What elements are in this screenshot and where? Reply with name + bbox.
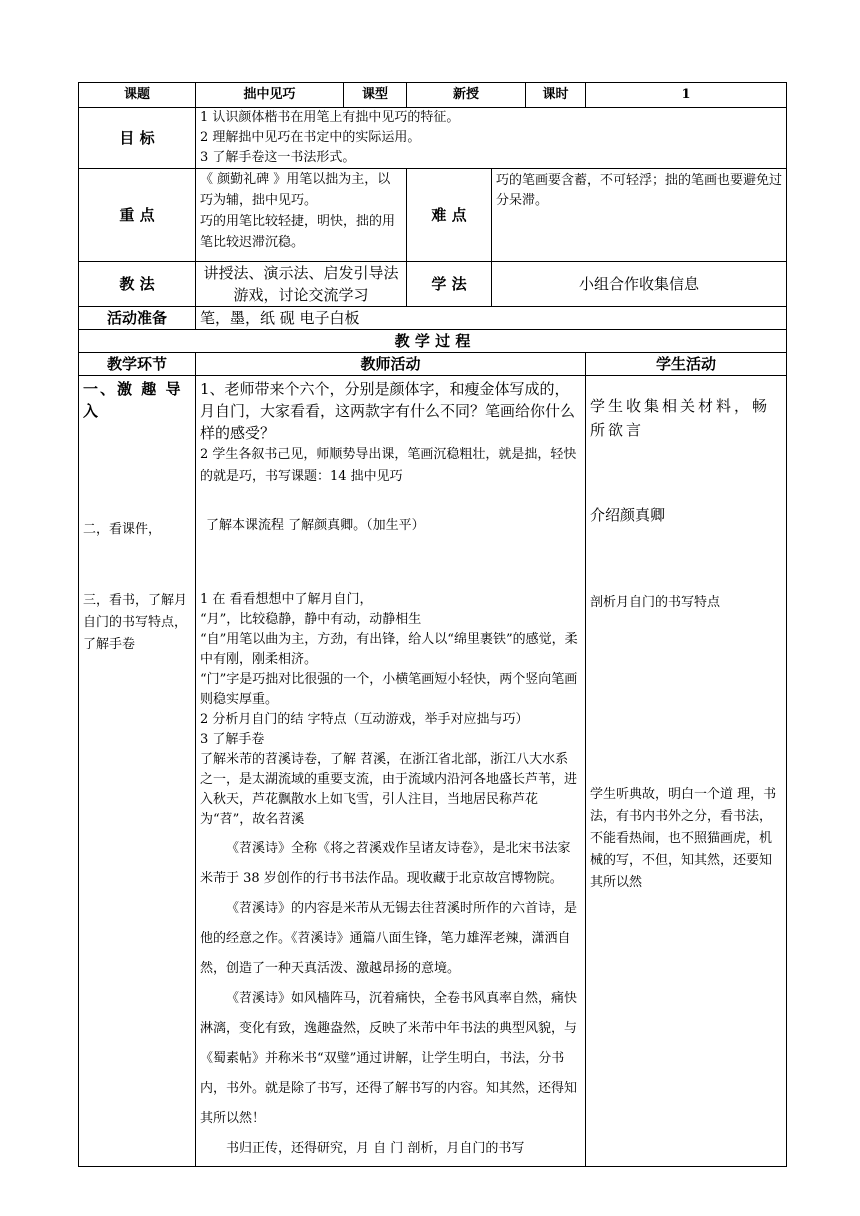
student-2: 介绍颜真卿 <box>590 506 666 524</box>
teacher-p12: 《苕溪诗》的内容是米芾从无锡去往苕溪时所作的六首诗，是他的经意之作。《苕溪诗》通篇八面生锋，笔力雄浑老辣，潇洒自然，创造了一种天真活泼、激越昂扬的意境。 <box>200 901 578 976</box>
topic-label: 课题 <box>79 83 196 108</box>
difficulty-label: 难 点 <box>407 169 492 262</box>
teacher-p1: 1、老师带来个六个，分别是颜体字，和瘦金体写成的，月自门，大家看看，这两款字有什么不同？笔画给你什么样的感受？ <box>200 380 576 442</box>
col-student: 学生活动 <box>586 353 787 376</box>
goals-label: 目 标 <box>79 108 196 169</box>
stage-3: 三，看书，了解月自门的书写特点，了解手卷 <box>83 593 188 652</box>
type-value: 新授 <box>407 83 526 108</box>
process-title: 教 学 过 程 <box>79 330 787 353</box>
hours-value: 1 <box>586 83 787 108</box>
teacher-p11: 《苕溪诗》全称《将之苕溪戏作呈诸友诗卷》，是北宋书法家米芾于 38 岁创作的行书书法作品。现收藏于北京故宫博物院。 <box>200 841 571 886</box>
study-label: 学 法 <box>407 262 492 307</box>
teacher-p14: 书归正传，还得研究，月 自 门 剖析，月自门的书写 <box>226 1141 525 1156</box>
col-stage: 教学环节 <box>79 353 196 376</box>
prep-value: 笔，墨，纸 砚 电子白板 <box>196 307 787 330</box>
process-title-row <box>79 330 787 353</box>
teacher-column <box>196 376 586 1167</box>
study-value: 小组合作收集信息 <box>492 262 787 307</box>
teacher-p7: “门”字是巧拙对比很强的一个，小横笔画短小轻快，两个竖向笔画则稳实厚重。 <box>200 672 578 707</box>
teacher-p8: 2 分析月自门的结 字特点（互动游戏，举手对应拙与巧） <box>200 712 529 727</box>
student-column <box>586 376 787 1167</box>
teacher-long-text <box>200 834 581 1164</box>
difficulty-content <box>492 169 787 262</box>
teacher-p5: “月”，比较稳静，静中有动，动静相生 <box>200 612 422 627</box>
goal-item: 3 了解手卷这一书法形式。 <box>200 150 356 165</box>
teacher-p9: 3 了解手卷 <box>200 732 265 747</box>
header-row <box>79 83 787 108</box>
student-1: 学生收集相关材料，畅所欲言 <box>590 397 771 439</box>
teacher-p2: 2 学生各叙书己见，师顺势导出课，笔画沉稳粗壮，就是拙，轻快的就是巧，书写课题：14 拙中见巧 <box>200 447 577 484</box>
student-3: 剖析月自门的书写特点 <box>590 595 721 610</box>
col-teacher: 教师活动 <box>196 353 586 376</box>
key-row <box>79 169 787 262</box>
process-body-row <box>79 376 787 1167</box>
prep-row <box>79 307 787 330</box>
key-content <box>196 169 407 262</box>
goals-row <box>79 108 787 169</box>
teacher-p3: 了解本课流程 了解颜真卿。（加生平） <box>206 518 425 533</box>
teacher-p10: 了解米芾的苕溪诗卷，了解 苕溪，在浙江省北部，浙江八大水系之一，是太湖流域的重要支流，由于流域内沿河各地盛长芦苇，进入秋天，芦花飘散水上如飞雪，引人注目，当地居民称芦花为“苕”，故名苕溪 <box>200 752 578 827</box>
method-value: 讲授法、演示法、启发引导法游戏，讨论交流学习 <box>196 262 407 307</box>
student-4: 学生听典故，明白一个道 理，书法，有书内书外之分，看书法，不能看热闹，也不照猫画虎，机械的写，不但，知其然，还要知其所以然 <box>590 787 777 890</box>
type-label: 课型 <box>344 83 407 108</box>
key-line: 巧的用笔比较轻捷，明快，拙的用笔比较迟滞沉稳。 <box>200 214 396 250</box>
key-line: 《 颜勤礼碑 》用笔以拙为主，以巧为辅，拙中见巧。 <box>200 172 391 208</box>
teacher-p4: 1 在 看看想想中了解月自门， <box>200 592 373 607</box>
teacher-p13: 《苕溪诗》如风樯阵马，沉着痛快，全卷书风真率自然，痛快淋漓，变化有致，逸趣盎然，反映了米芾中年书法的典型风貌，与《蜀素帖》并称米书“双璧”通过讲解，让学生明白，书法，分书内，书外。就是除了书写，还得了解书写的内容。知其然，还得知其所以然！ <box>200 991 578 1126</box>
key-label: 重 点 <box>79 169 196 262</box>
lesson-plan-table <box>78 82 787 1167</box>
prep-label: 活动准备 <box>79 307 196 330</box>
hours-label: 课时 <box>526 83 586 108</box>
goal-item: 1 认识颜体楷书在用笔上有拙中见巧的特征。 <box>200 110 460 125</box>
lesson-plan-sheet <box>78 82 786 1167</box>
stage-column <box>79 376 196 1167</box>
process-header-row <box>79 353 787 376</box>
stage-1: 一、激 趣 导入 <box>83 380 183 420</box>
goal-item: 2 理解拙中见巧在书定中的实际运用。 <box>200 130 421 145</box>
topic-value: 拙中见巧 <box>196 83 344 108</box>
method-label: 教 法 <box>79 262 196 307</box>
difficulty-text: 巧的笔画要含蓄，不可轻浮；拙的笔画也要避免过分呆滞。 <box>496 173 783 208</box>
stage-2: 二，看课件， <box>83 522 162 537</box>
goals-content <box>196 108 787 169</box>
method-row <box>79 262 787 307</box>
teacher-p6: “自”用笔以曲为主，方劲，有出锋，给人以“绵里裹铁”的感觉，柔中有刚，刚柔相济。 <box>200 632 578 667</box>
